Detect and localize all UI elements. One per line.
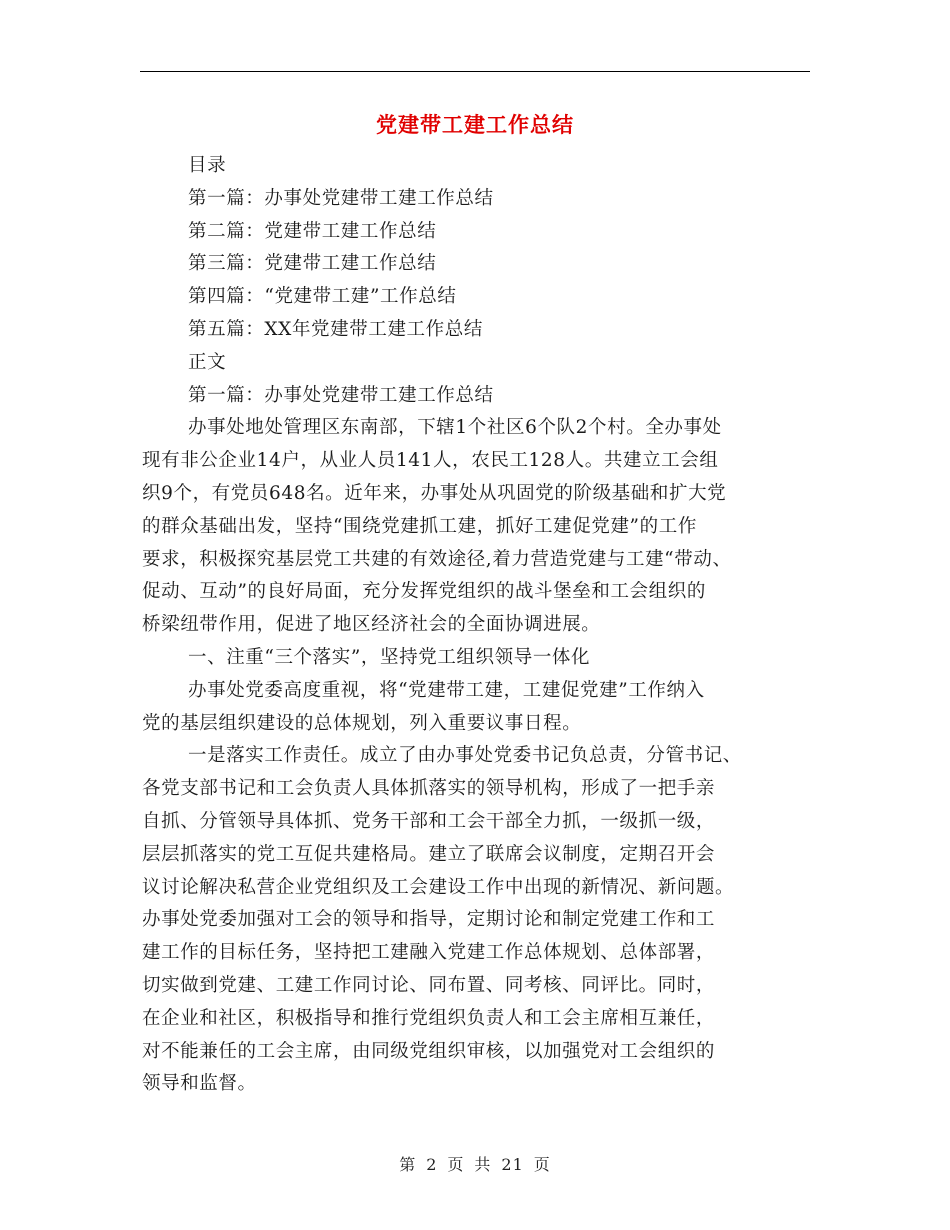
text-line: 第一篇：办事处党建带工建工作总结 xyxy=(188,384,494,406)
text-line: 第一篇：办事处党建带工建工作总结 xyxy=(188,187,494,209)
text-line: 一是落实工作责任。成立了由办事处党委书记负总责，分管书记、 xyxy=(188,745,742,767)
text-line: 各党支部书记和工会负责人具体抓落实的领导机构，形成了一把手亲 xyxy=(142,778,716,800)
header-rule xyxy=(140,71,810,72)
text-line: 自抓、分管领导具体抓、党务干部和工会干部全力抓，一级抓一级， xyxy=(142,810,716,832)
document-title: 党建带工建工作总结 xyxy=(376,112,574,137)
text-line: 办事处地处管理区东南部，下辖1个社区6个队2个村。全办事处 xyxy=(188,417,722,439)
footer-total-pages: 21 xyxy=(501,1155,524,1174)
document-body xyxy=(142,150,812,1101)
text-line: 要求，积极探究基层党工共建的有效途径,着力营造党建与工建“带动、 xyxy=(142,548,732,570)
footer-page-word: 页 xyxy=(447,1155,465,1174)
footer-suffix: 页 xyxy=(533,1155,551,1174)
text-line: 第二篇：党建带工建工作总结 xyxy=(188,220,437,242)
text-line: 桥梁纽带作用，促进了地区经济社会的全面协调进展。 xyxy=(142,614,601,636)
text-line: 办事处党委加强对工会的领导和指导，定期讨论和制定党建工作和工 xyxy=(142,909,716,931)
text-line: 党的基层组织建设的总体规划，列入重要议事日程。 xyxy=(142,712,582,734)
text-line: 第三篇：党建带工建工作总结 xyxy=(188,253,437,275)
text-line: 第五篇：XX年党建带工建工作总结 xyxy=(188,318,483,340)
footer-prefix: 第 xyxy=(399,1155,417,1174)
text-line: 切实做到党建、工建工作同讨论、同布置、同考核、同评比。同时， xyxy=(142,974,716,996)
text-line: 现有非公企业14户，从业人员141人，农民工128人。共建立工会组 xyxy=(142,450,719,472)
text-line: 的群众基础出发，坚持“围绕党建抓工建，抓好工建促党建”的工作 xyxy=(142,515,697,537)
text-line: 层层抓落实的党工互促共建格局。建立了联席会议制度，定期召开会 xyxy=(142,843,716,865)
text-line: 一、注重“三个落实”，坚持党工组织领导一体化 xyxy=(188,646,591,668)
text-line: 目录 xyxy=(188,155,227,176)
text-line: 办事处党委高度重视，将“党建带工建，工建促党建”工作纳入 xyxy=(188,679,705,701)
text-line: 正文 xyxy=(188,351,227,373)
page-footer xyxy=(0,1152,950,1175)
text-line: 建工作的目标任务，坚持把工建融入党建工作总体规划、总体部署， xyxy=(142,942,716,964)
text-line: 在企业和社区，积极指导和推行党组织负责人和工会主席相互兼任， xyxy=(142,1007,716,1029)
footer-total-word: 共 xyxy=(474,1155,492,1174)
text-line: 第四篇：“党建带工建”工作总结 xyxy=(188,286,457,308)
text-line: 议讨论解决私营企业党组织及工会建设工作中出现的新情况、新问题。 xyxy=(142,876,735,898)
text-line: 对不能兼任的工会主席，由同级党组织审核，以加强党对工会组织的 xyxy=(142,1040,716,1062)
footer-current-page: 2 xyxy=(426,1155,438,1174)
text-line: 织9个，有党员648名。近年来，办事处从巩固党的阶级基础和扩大党 xyxy=(142,482,727,504)
text-line: 促动、互动”的良好局面，充分发挥党组织的战斗堡垒和工会组织的 xyxy=(142,581,706,603)
text-line: 领导和监督。 xyxy=(142,1073,257,1095)
